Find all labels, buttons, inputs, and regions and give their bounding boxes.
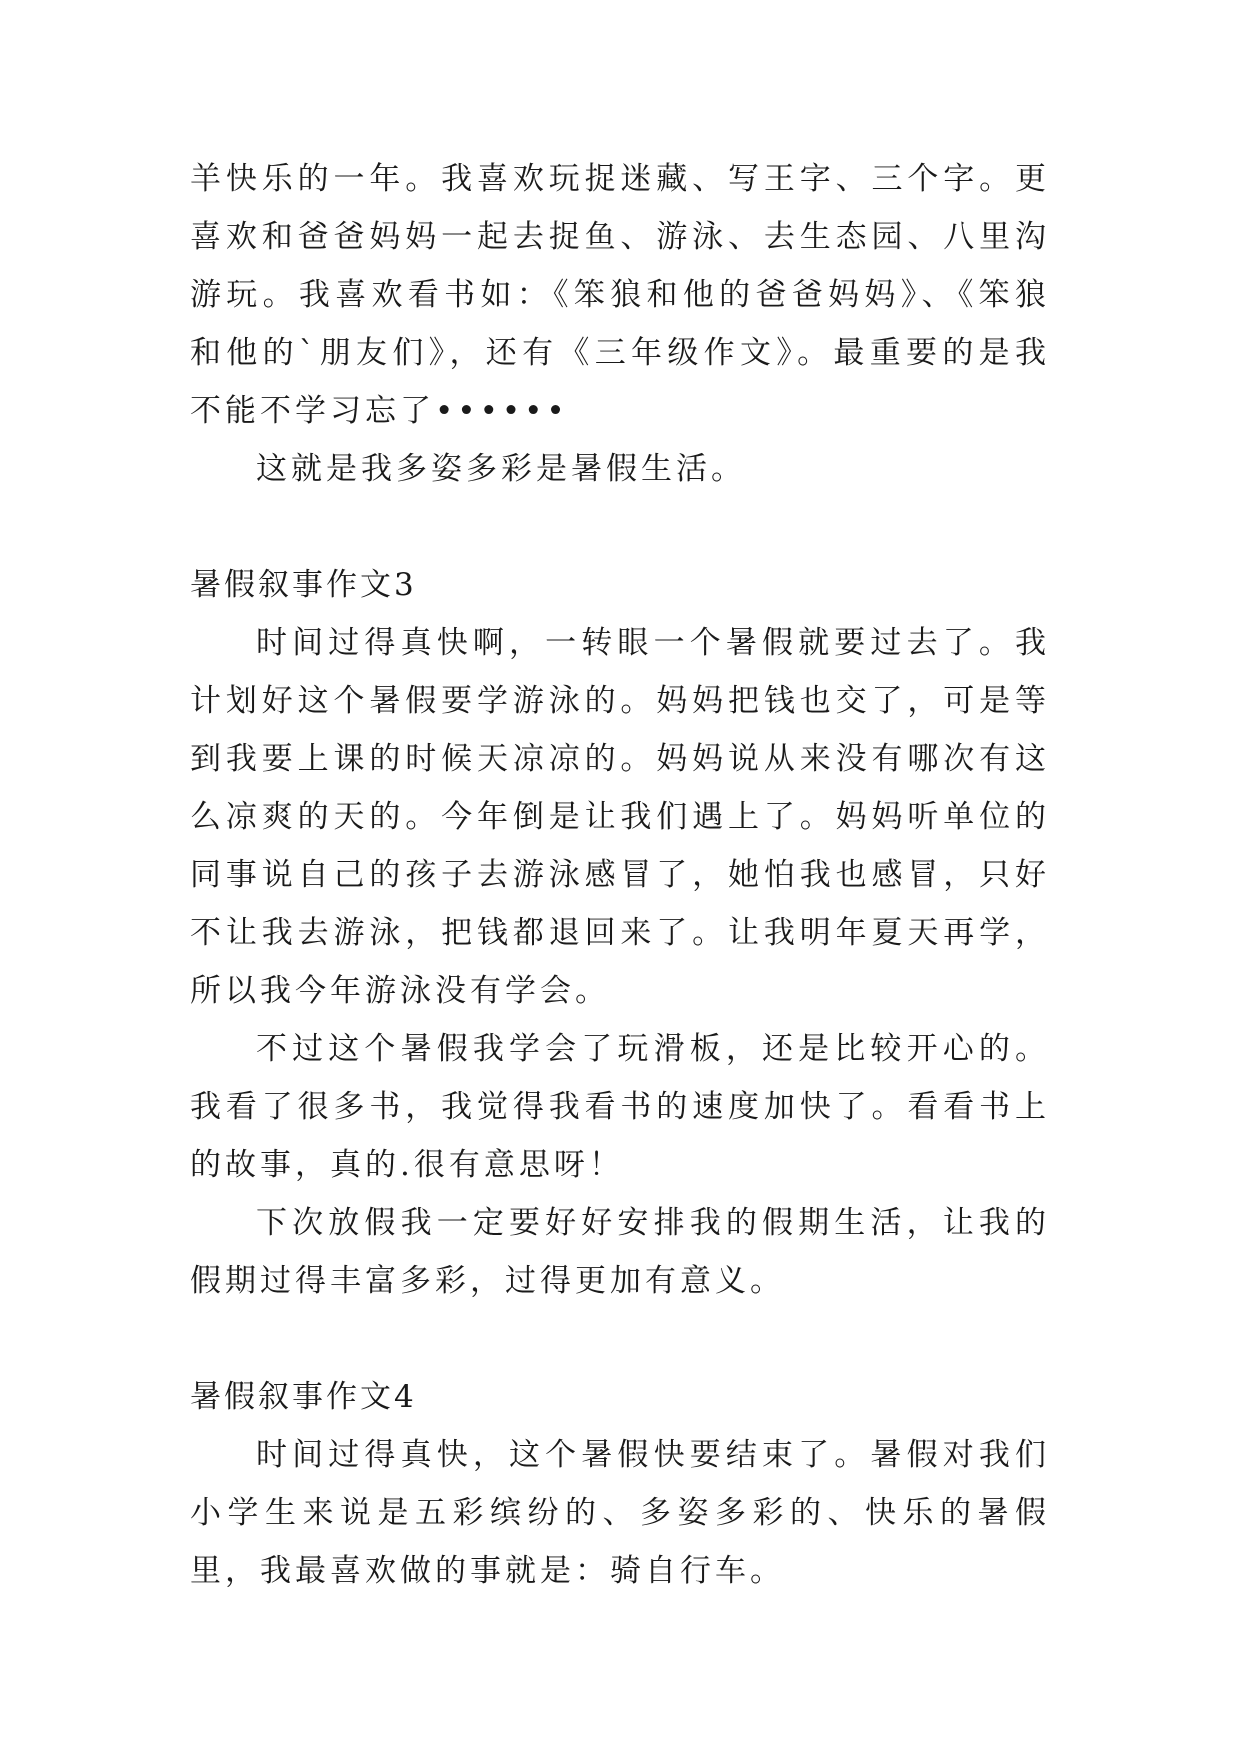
document-page: [190, 150, 1050, 1600]
essay3-paragraph-3: 下次放假我一定要好好安排我的假期生活，让我的假期过得丰富多彩，过得更加有意义。: [190, 1205, 1050, 1299]
section-gap: [190, 1310, 1050, 1368]
intro-paragraph: 羊快乐的一年。我喜欢玩捉迷藏、写王字、三个字。更喜欢和爸爸妈妈一起去捉鱼、游泳、去生态园、八里沟游玩。我喜欢看书如：《笨狼和他的爸爸妈妈》、《笨狼和他的`朋友们》，还有《三年级作文》。最重要的是我不能不学习忘了••••••: [190, 161, 1050, 429]
intro-closing-paragraph: 这就是我多姿多彩是暑假生活。: [256, 451, 746, 487]
essay4-title: 暑假叙事作文4: [190, 1379, 417, 1415]
section-gap: [190, 498, 1050, 556]
essay3-title: 暑假叙事作文3: [190, 567, 417, 603]
essay3-paragraph-2: 不过这个暑假我学会了玩滑板，还是比较开心的。我看了很多书，我觉得我看书的速度加快了。看看书上的故事，真的.很有意思呀！: [190, 1031, 1050, 1183]
essay3-paragraph-1: 时间过得真快啊，一转眼一个暑假就要过去了。我计划好这个暑假要学游泳的。妈妈把钱也交了，可是等到我要上课的时候天凉凉的。妈妈说从来没有哪次有这么凉爽的天的。今年倒是让我们遇上了。妈妈听单位的同事说自己的孩子去游泳感冒了，她怕我也感冒，只好不让我去游泳，把钱都退回来了。让我明年夏天再学，所以我今年游泳没有学会。: [190, 625, 1050, 1009]
essay4-paragraph-1: 时间过得真快，这个暑假快要结束了。暑假对我们小学生来说是五彩缤纷的、多姿多彩的、快乐的暑假里，我最喜欢做的事就是：骑自行车。: [190, 1437, 1050, 1589]
